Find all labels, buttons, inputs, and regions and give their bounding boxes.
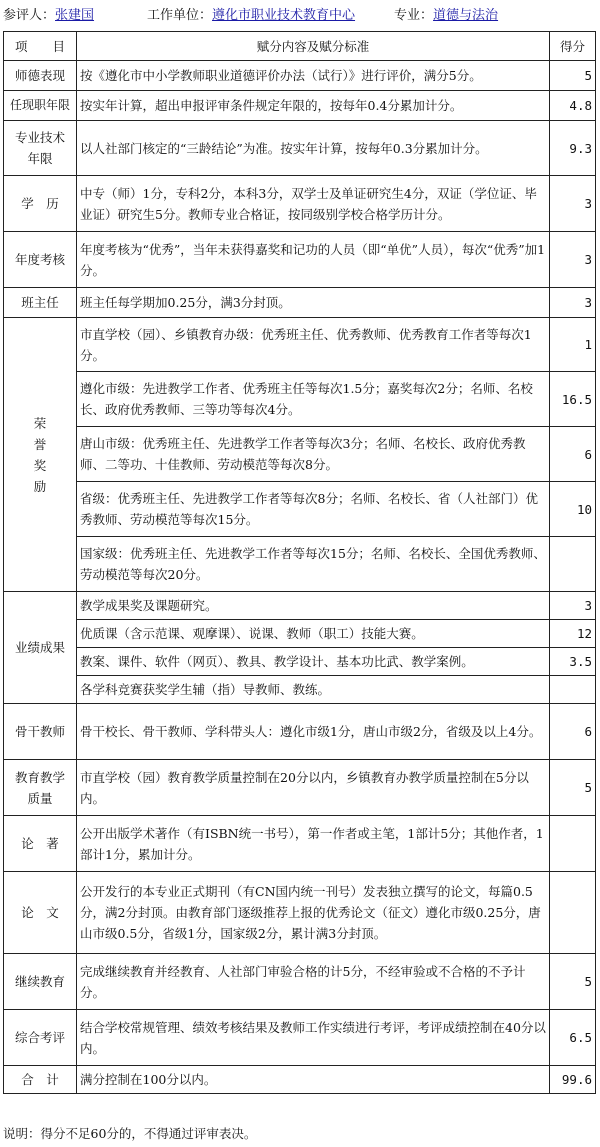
- score-papers: [550, 872, 596, 954]
- row-pro-years: [4, 121, 596, 176]
- score-honor-national: [550, 537, 596, 592]
- content-perf-materials: 教案、课件、软件（网页）、教具、教学设计、基本功比武、教学案例。: [77, 648, 550, 676]
- content-overall: 结合学校常规管理、绩效考核结果及教师工作实绩进行考评，考评成绩控制在40分以内。: [77, 1010, 550, 1066]
- row-education: [4, 176, 596, 232]
- row-tenure: [4, 91, 596, 121]
- row-ethics: [4, 61, 596, 91]
- item-pro-years: 专业技术年限: [4, 121, 77, 176]
- item-honor: [4, 318, 77, 592]
- score-tenure: 4.8: [550, 91, 596, 121]
- content-papers: 公开发行的本专业正式期刊（有CN国内统一刊号）发表独立撰写的论文，每篇0.5分，满2分封顶。由教育部门逐级推荐上报的优秀论文（征文）遵化市级0.25分，唐山市级0.5分，省级1分，国家级2分，累计满3分封顶。: [77, 872, 550, 954]
- row-head-teacher: [4, 288, 596, 318]
- content-tenure: 按实年计算，超出申报评审条件规定年限的，按每年0.4分累加计分。: [77, 91, 550, 121]
- col-header-content: 赋分内容及赋分标准: [77, 32, 550, 61]
- major-value: 道德与法治: [433, 8, 499, 23]
- col-header-score: 得分: [550, 32, 596, 61]
- item-performance: 业绩成果: [4, 592, 77, 704]
- row-quality: [4, 760, 596, 816]
- item-annual-review: 年度考核: [4, 232, 77, 288]
- content-quality: 市直学校（园）教育教学质量控制在20分以内，乡镇教育办教学质量控制在5分以内。: [77, 760, 550, 816]
- content-works: 公开出版学术著作（有ISBN统一书号），第一作者或主笔，1部计5分；其他作者，1部计1分，累加计分。: [77, 816, 550, 872]
- form-header: [3, 6, 597, 26]
- score-table: [3, 31, 596, 1094]
- row-total: [4, 1066, 596, 1094]
- footnote: 说明：得分不足60分的，不得通过评审表决。: [3, 1126, 257, 1141]
- reviewer-name: 张建国: [55, 8, 95, 23]
- score-ethics: 5: [550, 61, 596, 91]
- item-works: 论 著: [4, 816, 77, 872]
- item-ethics: 师德表现: [4, 61, 77, 91]
- score-pro-years: 9.3: [550, 121, 596, 176]
- content-cont-edu: 完成继续教育并经教育、人社部门审验合格的计5分，不经审验或不合格的不予计分。: [77, 954, 550, 1010]
- item-backbone: 骨干教师: [4, 704, 77, 760]
- row-perf-2: [4, 620, 596, 648]
- score-honor-tangshan: 6: [550, 427, 596, 482]
- row-perf-1: [4, 592, 596, 620]
- row-perf-4: [4, 676, 596, 704]
- score-annual-review: 3: [550, 232, 596, 288]
- content-pro-years: 以人社部门核定的“三龄结论”为准。按实年计算，按每年0.3分累加计分。: [77, 121, 550, 176]
- content-backbone: 骨干校长、骨干教师、学科带头人：遵化市级1分，唐山市级2分，省级及以上4分。: [77, 704, 550, 760]
- item-cont-edu: 继续教育: [4, 954, 77, 1010]
- row-overall: [4, 1010, 596, 1066]
- row-honor-3: [4, 427, 596, 482]
- row-honor-4: [4, 482, 596, 537]
- reviewer-label: 参评人：: [3, 8, 56, 23]
- score-backbone: 6: [550, 704, 596, 760]
- score-works: [550, 816, 596, 872]
- score-perf-coaching: [550, 676, 596, 704]
- unit-label: 工作单位：: [147, 8, 213, 23]
- score-total: 99.6: [550, 1066, 596, 1094]
- score-perf-lessons: 12: [550, 620, 596, 648]
- score-cont-edu: 5: [550, 954, 596, 1010]
- content-honor-school: 市直学校（园）、乡镇教育办级：优秀班主任、优秀教师、优秀教育工作者等每次1分。: [77, 318, 550, 372]
- major-label: 专业：: [394, 8, 434, 23]
- honor-char-4: 励: [33, 478, 47, 494]
- item-total: 合 计: [4, 1066, 77, 1094]
- score-overall: 6.5: [550, 1010, 596, 1066]
- score-quality: 5: [550, 760, 596, 816]
- item-tenure: 任现职年限: [4, 91, 77, 121]
- item-overall: 综合考评: [4, 1010, 77, 1066]
- row-papers: [4, 872, 596, 954]
- content-honor-province: 省级：优秀班主任、先进教学工作者等每次8分；名师、名校长、省（人社部门）优秀教师、劳动模范等每次15分。: [77, 482, 550, 537]
- score-perf-materials: 3.5: [550, 648, 596, 676]
- content-education: 中专（师）1分，专科2分，本科3分，双学士及单证研究生4分，双证（学位证、毕业证）研究生5分。教师专业合格证，按同级别学校合格学历计分。: [77, 176, 550, 232]
- score-honor-city: 16.5: [550, 372, 596, 427]
- content-head-teacher: 班主任每学期加0.25分，满3分封顶。: [77, 288, 550, 318]
- honor-char-1: 荣: [33, 415, 47, 431]
- score-perf-research: 3: [550, 592, 596, 620]
- item-papers: 论 文: [4, 872, 77, 954]
- row-works: [4, 816, 596, 872]
- score-honor-province: 10: [550, 482, 596, 537]
- item-education: 学 历: [4, 176, 77, 232]
- content-honor-tangshan: 唐山市级：优秀班主任、先进教学工作者等每次3分；名师、名校长、政府优秀教师、二等功、十佳教师、劳动模范等每次8分。: [77, 427, 550, 482]
- row-honor-1: [4, 318, 596, 372]
- row-perf-3: [4, 648, 596, 676]
- row-honor-2: [4, 372, 596, 427]
- content-honor-city: 遵化市级：先进教学工作者、优秀班主任等每次1.5分；嘉奖每次2分；名师、名校长、政府优秀教师、三等功等每次4分。: [77, 372, 550, 427]
- content-total: 满分控制在100分以内。: [77, 1066, 550, 1094]
- row-honor-5: [4, 537, 596, 592]
- score-head-teacher: 3: [550, 288, 596, 318]
- content-perf-coaching: 各学科竞赛获奖学生辅（指）导教师、教练。: [77, 676, 550, 704]
- score-honor-school: 1: [550, 318, 596, 372]
- row-cont-edu: [4, 954, 596, 1010]
- content-ethics: 按《遵化市中小学教师职业道德评价办法（试行）》进行评价，满分5分。: [77, 61, 550, 91]
- content-honor-national: 国家级：优秀班主任、先进教学工作者等每次15分；名师、名校长、全国优秀教师、劳动模范等每次20分。: [77, 537, 550, 592]
- item-quality: 教育教学质量: [4, 760, 77, 816]
- content-annual-review: 年度考核为“优秀”，当年未获得嘉奖和记功的人员（即“单优”人员），每次“优秀”加1分。: [77, 232, 550, 288]
- table-header-row: [4, 32, 596, 61]
- row-backbone: [4, 704, 596, 760]
- col-header-item: 项 目: [4, 32, 77, 61]
- row-annual-review: [4, 232, 596, 288]
- content-perf-research: 教学成果奖及课题研究。: [77, 592, 550, 620]
- honor-char-3: 奖: [33, 457, 47, 473]
- unit-value: 遵化市职业技术教育中心: [212, 8, 356, 23]
- content-perf-lessons: 优质课（含示范课、观摩课）、说课、教师（职工）技能大赛。: [77, 620, 550, 648]
- score-education: 3: [550, 176, 596, 232]
- honor-char-2: 誉: [33, 436, 47, 452]
- item-head-teacher: 班主任: [4, 288, 77, 318]
